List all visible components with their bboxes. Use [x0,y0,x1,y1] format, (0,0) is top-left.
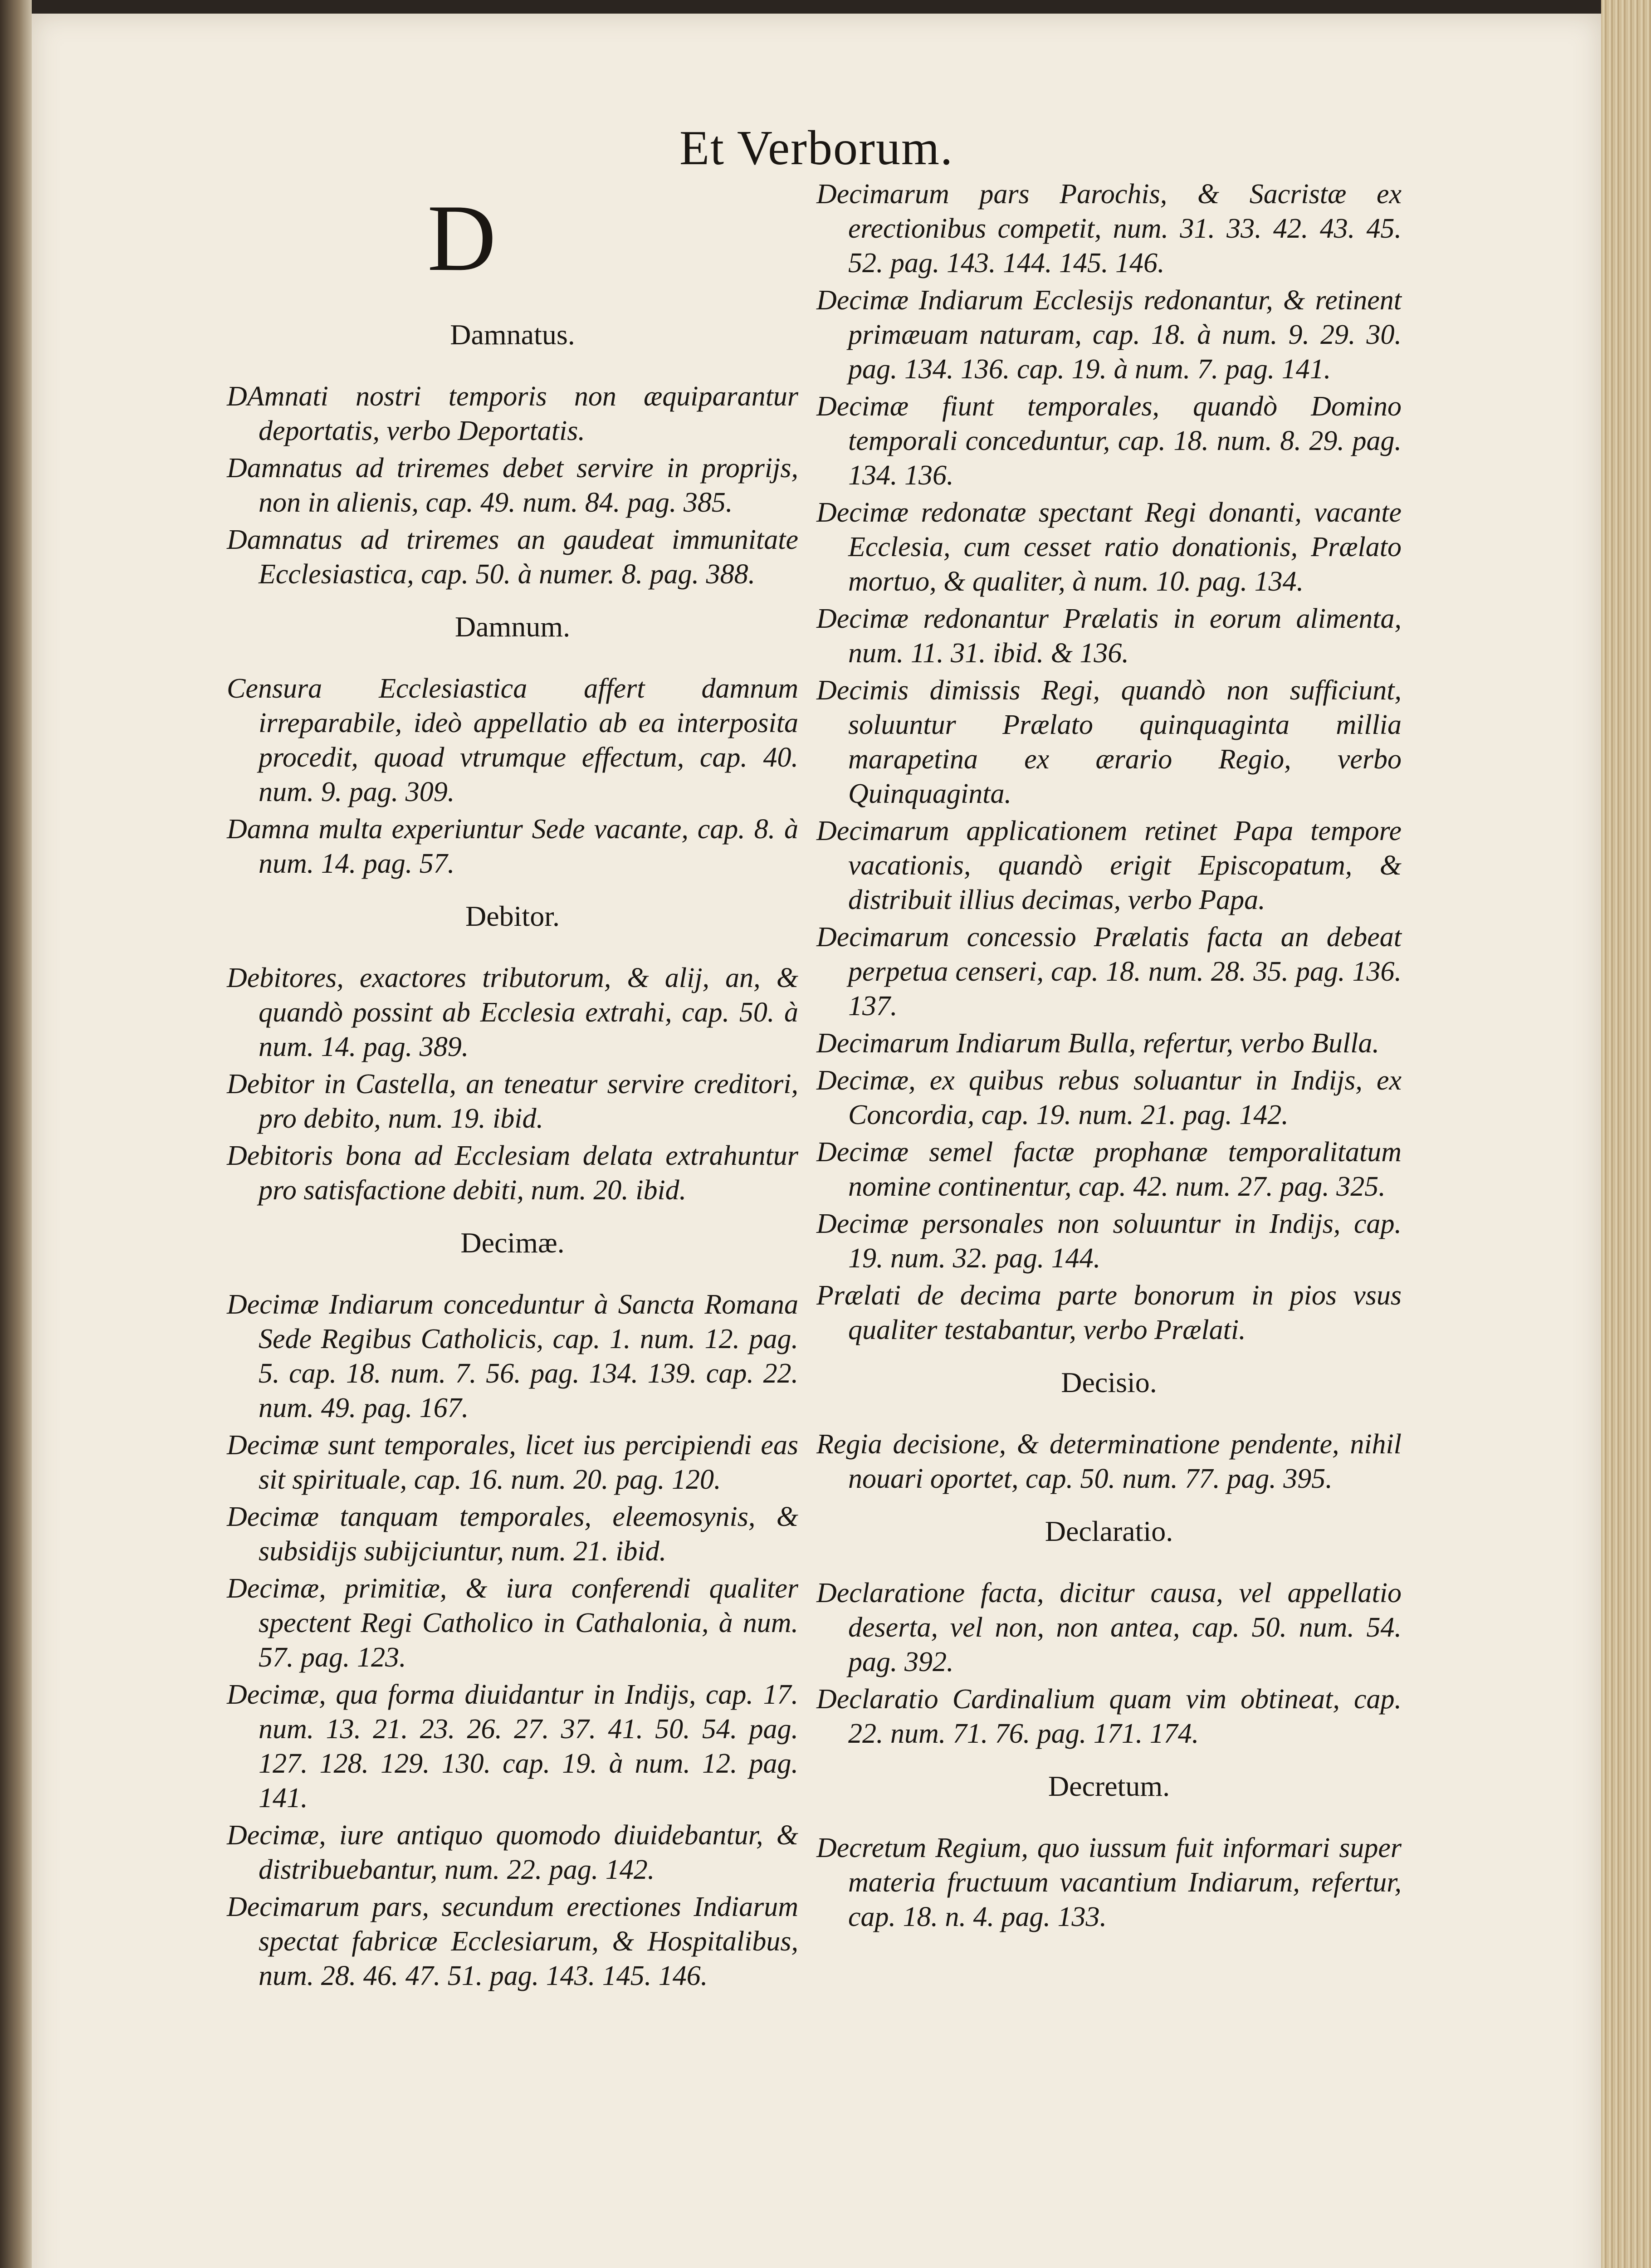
entry-heading: Damnatus. [450,318,575,351]
right-column [816,177,1402,1937]
index-entry: Declaratione facta, dicitur causa, vel appellatio deserta, vel non, non antea, cap. 50. num. 54. pag. 392. [816,1578,1402,1677]
book-spine [0,0,32,2268]
index-entry: DAmnati nostri temporis non æquiparantur deportatis, verbo Deportatis. [227,381,798,446]
index-entry: Censura Ecclesiastica affert damnum irreparabile, ideò appellatio ab ea interposita procedit, quoad vtrumque effectum, cap. 40. num. 9. pag. 309. [227,673,798,807]
entry-heading: Damnum. [454,611,571,643]
right-sections [816,177,1402,1934]
entry-heading: Decretum. [1048,1770,1170,1802]
index-entry: Prælati de decima parte bonorum in pios vsus qualiter testabantur, verbo Prælati. [816,1280,1402,1345]
entry-heading: Decisio. [1061,1366,1157,1398]
index-entry: Damnatus ad triremes an gaudeat immunitate Ecclesiastica, cap. 50. à numer. 8. pag. 388. [227,524,798,590]
index-entry: Decimarum applicationem retinet Papa tempore vacationis, quandò erigit Episcopatum, & distribuit illius decimas, verbo Papa. [816,816,1402,915]
index-entry: Decimæ redonantur Prælatis in eorum alimenta, num. 11. 31. ibid. & 136. [816,603,1402,669]
index-entry: Decimarum pars Parochis, & Sacristæ ex erectionibus competit, num. 31. 33. 42. 43. 45. 52. pag. 143. 144. 145. 146. [816,179,1402,279]
index-entry: Decimæ personales non soluuntur in Indijs, cap. 19. num. 32. pag. 144. [816,1208,1402,1274]
index-entry: Decimæ Indiarum conceduntur à Sancta Romana Sede Regibus Catholicis, cap. 1. num. 12. pag. 5. cap. 18. num. 7. 56. pag. 134. 139. cap. 22. num. 49. pag. 167. [227,1289,798,1423]
index-entry: Declaratio Cardinalium quam vim obtineat, cap. 22. num. 71. 76. pag. 171. 174. [816,1684,1402,1749]
index-entry: Decimæ Indiarum Ecclesijs redonantur, & retinent primæuam naturam, cap. 18. à num. 9. 29. 30. pag. 134. 136. cap. 19. à num. 7. pag. 141. [816,285,1402,385]
index-entry: Decimæ redonatæ spectant Regi donanti, vacante Ecclesia, cum cesset ratio donationis, Prælato mortuo, & qualiter, à num. 10. pag. 134. [816,497,1402,597]
index-entry: Decimæ fiunt temporales, quandò Domino temporali conceduntur, cap. 18. num. 8. 29. pag. 134. 136. [816,391,1402,491]
entry-heading: Declaratio. [1045,1515,1173,1547]
left-sections [227,318,798,1993]
page-edges [1601,0,1651,2268]
index-entry: Debitor in Castella, an teneatur servire creditori, pro debito, num. 19. ibid. [227,1069,798,1134]
index-entry: Decimæ, qua forma diuidantur in Indijs, cap. 17. num. 13. 21. 23. 26. 27. 37. 41. 50. 54. pag. 127. 128. 129. 130. cap. 19. à num. 12. pag. 141. [227,1679,798,1813]
index-entry: Decimæ, iure antiquo quomodo diuidebantur, & distribuebantur, num. 22. pag. 142. [227,1820,798,1885]
index-entry: Decimæ tanquam temporales, eleemosynis, & subsidijs subijciuntur, num. 21. ibid. [227,1501,798,1567]
index-entry: Decimæ sunt temporales, licet ius percipiendi eas sit spirituale, cap. 16. num. 20. pag. 120. [227,1430,798,1495]
index-entry: Debitores, exactores tributorum, & alij, an, & quandò possint ab Ecclesia extrahi, cap. 50. à num. 14. pag. 389. [227,963,798,1062]
index-entry: Regia decisione, & determinatione pendente, nihil nouari oportet, cap. 50. num. 77. pag. 395. [816,1429,1402,1494]
entry-heading: Decimæ. [460,1227,565,1259]
section-letter: D [427,186,496,291]
index-entry: Decimarum Indiarum Bulla, refertur, verbo Bulla. [816,1028,1379,1059]
index-entry: Decretum Regium, quo iussum fuit informari super materia fructuum vacantium Indiarum, refertur, cap. 18. n. 4. pag. 133. [816,1833,1402,1932]
index-entry: Damnatus ad triremes debet servire in proprijs, non in alienis, cap. 49. num. 84. pag. 385. [227,453,798,518]
entry-heading: Debitor. [465,900,560,932]
left-column [227,186,798,1996]
index-entry: Decimarum concessio Prælatis facta an debeat perpetua censeri, cap. 18. num. 28. 35. pag. 136. 137. [816,922,1402,1022]
index-entry: Decimæ semel factæ prophanæ temporalitatum nomine continentur, cap. 42. num. 27. pag. 325. [816,1137,1402,1202]
running-head: Et Verborum. [679,121,953,175]
index-entry: Damna multa experiuntur Sede vacante, cap. 8. à num. 14. pag. 57. [227,814,798,879]
index-entry: Decimæ, primitiæ, & iura conferendi qualiter spectent Regi Catholico in Cathalonia, à num. 57. pag. 123. [227,1573,798,1673]
index-entry: Decimarum pars, secundum erectiones Indiarum spectat fabricæ Ecclesiarum, & Hospitalibus, num. 28. 46. 47. 51. pag. 143. 145. 146. [227,1892,798,1991]
index-entry: Debitoris bona ad Ecclesiam delata extrahuntur pro satisfactione debiti, num. 20. ibid. [227,1140,798,1206]
index-entry: Decimis dimissis Regi, quandò non sufficiunt, soluuntur Prælato quinquaginta millia marapetina ex ærario Regio, verbo Quinquaginta. [816,675,1402,809]
index-entry: Decimæ, ex quibus rebus soluantur in Indijs, ex Concordia, cap. 19. num. 21. pag. 142. [816,1065,1402,1130]
